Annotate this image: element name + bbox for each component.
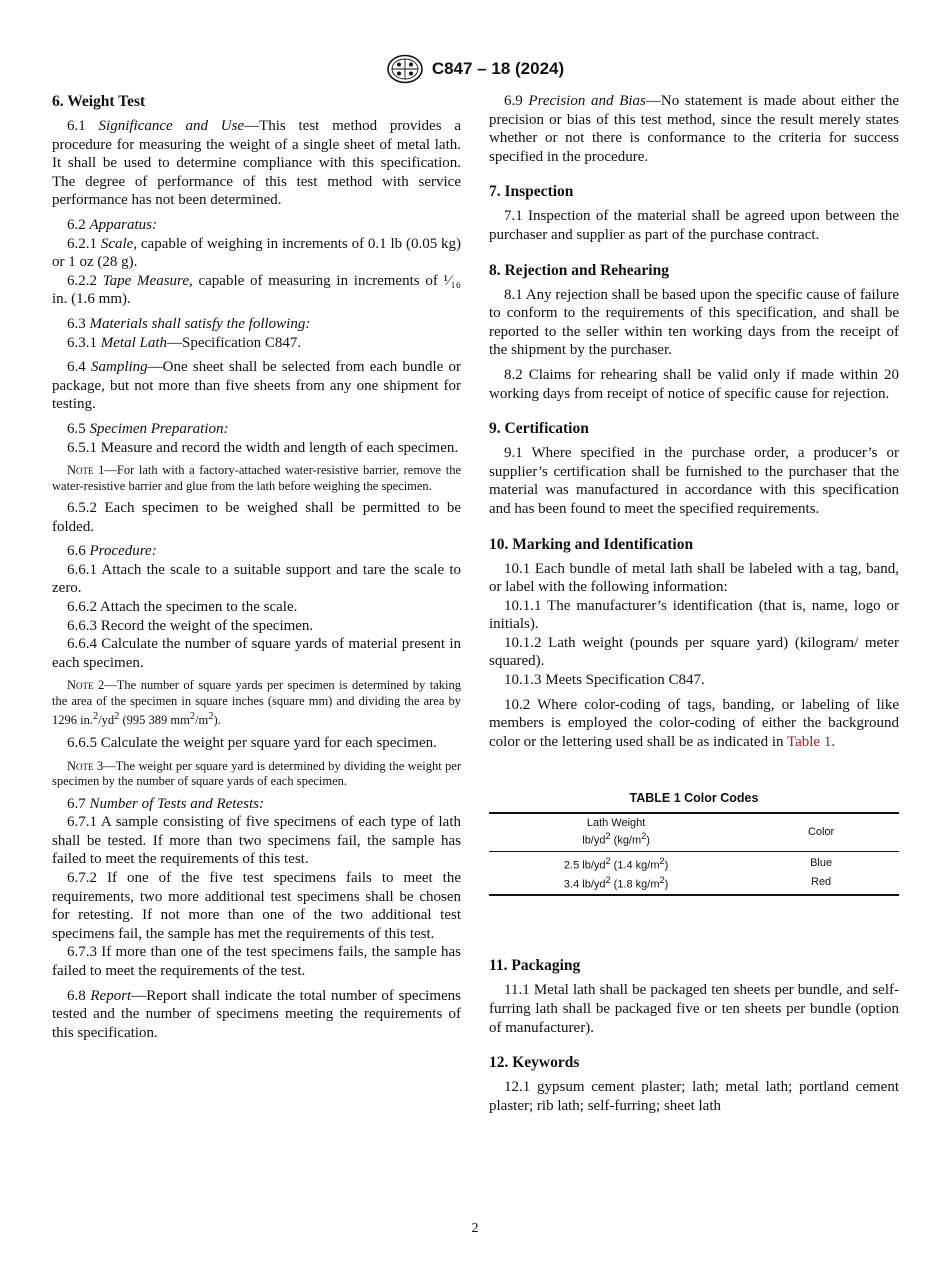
para-6-6-5: 6.6.5 Calculate the weight per square yard for each specimen. [67,735,437,752]
para-10-1: 10.1 Each bundle of metal lath shall be labeled with a tag, band, or label with the following information: [489,560,899,596]
para-9-1: 9.1 Where specified in the purchase order, a producer’s or supplier’s certification shall be furnished to the purchaser that the material was manufactured in accordance with this specification and has been found to meet the specified requirements. [489,445,899,517]
para-6-5: 6.5 Specimen Preparation: [67,420,229,437]
para-6-9: 6.9 Precision and Bias—No statement is made about either the precision or bias of this test method, since the result merely states whether or not there is conformance to the criteria for success specified in the procedure. [489,93,899,165]
astm-logo-icon [386,54,424,84]
para-8-2: 8.2 Claims for rehearing shall be valid only if made within 20 working days from receipt of notice of specific cause for rejection. [489,366,899,402]
para-6-7: 6.7 Number of Tests and Retests: [67,795,264,812]
table-header-row [489,813,899,851]
para-6-8: 6.8 Report—Report shall indicate the total number of specimens tested and the number of specimens meeting the requirements of this specification. [52,987,461,1041]
section-6-heading: 6. Weight Test [52,93,146,110]
section-9-heading: 9. Certification [489,420,589,438]
table-1-link[interactable]: Table 1 [786,733,832,750]
table-row [489,852,899,873]
para-12-1: 12.1 gypsum cement plaster; lath; metal lath; portland cement plaster; rib lath; self-furring; sheet lath [489,1079,899,1114]
left-column [52,92,461,1042]
para-6-6-2: 6.6.2 Attach the specimen to the scale. [67,599,298,616]
para-8-1: 8.1 Any rejection shall be based upon the specific cause of failure to conform to the requirements of this specification, and shall be reported to the seller within ten working days from the receipt of the shipment by the purchaser. [489,286,899,359]
para-10-1-1: 10.1.1 The manufacturer’s identification (that is, name, logo or initials). [489,597,899,633]
para-6-6-1: 6.6.1 Attach the scale to a suitable support and tare the scale to zero. [52,561,461,597]
para-7-1: 7.1 Inspection of the material shall be agreed upon between the purchaser and supplier as part of the purchase contract. [489,208,899,243]
para-6-6: 6.6 Procedure: [67,543,157,560]
color-codes-table [489,791,899,896]
cell-lath-weight: 2.5 $lb/yd^2$ (1.4 $kg/m^2$) [563,856,669,872]
note-3: Note 3—The weight per square yard is determined by dividing the weight per specimen by the number of square yards of each specimen. [52,758,461,789]
para-6-7-1: 6.7.1 A sample consisting of five specimens of each type of lath shall be tested. If more than two specimens fail, the sample has failed to meet the requirements of this test. [52,814,461,868]
cell-color: Red [743,873,899,896]
para-6-1: 6.1 Significance and Use—This test method provides a procedure for measuring the weight of a single sheet of metal lath. It shall be used to determine compliance with this specification. The degree of performance of this test method with service performance has not been determined. [52,118,461,209]
para-6-6-4: 6.6.4 Calculate the number of square yards of material present in each specimen. [52,636,461,671]
column-header-color: Color [743,813,899,851]
right-column [489,92,899,1115]
para-6-2: 6.2 Apparatus: [67,216,157,233]
column-header-lath-weight: Lath Weight $lb/yd^2$ $(kg/m^2)$ [489,813,743,851]
para-10-1-3: 10.1.3 Meets Specification C847. [504,672,705,689]
page-number: 2 [471,1221,479,1236]
page-header [0,54,950,84]
para-6-7-3: 6.7.3 If more than one of the test specimens fails, the sample has failed to meet the requirements of the test. [52,944,461,980]
para-6-4: 6.4 Sampling—One sheet shall be selected from each bundle or package, but not more than five sheets from any one shipment for testing. [52,359,462,413]
standard-designation: C847 – 18 (2024) [431,59,565,78]
section-7-heading: 7. Inspection [489,183,574,201]
section-11-heading: 11. Packaging [489,957,581,975]
para-6-3-1: 6.3.1 Metal Lath—Specification C847. [67,334,302,351]
table-row [489,873,899,896]
cell-lath-weight: 3.4 $lb/yd^2$ (1.8 $kg/m^2$) [489,873,743,896]
section-12-heading: 12. Keywords [489,1054,580,1072]
cell-color: Blue [810,857,833,870]
para-11-1: 11.1 Metal lath shall be packaged ten sheets per bundle, and self-furring lath shall be packaged five or ten sheets per bundle (option of manufacturer). [489,982,899,1036]
para-6-3: 6.3 Materials shall satisfy the following: [67,315,311,332]
table-body [489,812,899,896]
section-8-heading: 8. Rejection and Rehearing [489,261,669,279]
para-6-2-1: 6.2.1 Scale, capable of weighing in increments of 0.1 lb (0.05 kg) or 1 oz (28 g). [52,235,462,271]
para-6-5-2: 6.5.2 Each specimen to be weighed shall be permitted to be folded. [52,500,461,535]
note-2: Note 2—The number of square yards per specimen is determined by taking the area of the specimen in square inches (square mm) and dividing the area by 1296 $in.^2/yd^2$ (995 389 $mm^2/m^2$). [52,678,461,728]
para-6-6-3: 6.6.3 Record the weight of the specimen. [67,617,314,634]
table-title: TABLE 1 Color Codes [629,791,759,806]
note-1: Note 1—For lath with a factory-attached water-resistive barrier, remove the water-resistive barrier and glue from the lath before weighing the specimen. [52,463,461,493]
para-6-7-2: 6.7.2 If one of the five test specimens fails to meet the requirements, two more additional test specimens shall be chosen for retesting. If not more than one of the two additional test specimens fail, the sample has met the requirements of this test. [52,870,461,942]
para-10-2: 10.2 Where color-coding of tags, banding, or labeling of like members is employed the color-coding of either the background color or the lettering used shall be as indicated in Table 1. [489,696,899,750]
para-6-5-1: 6.5.1 Measure and record the width and length of each specimen. [67,439,459,456]
para-10-1-2: 10.1.2 Lath weight (pounds per square yard) (kilogram/ meter squared). [489,634,899,670]
section-10-heading: 10. Marking and Identification [489,535,694,553]
para-6-2-2: 6.2.2 Tape Measure, capable of measuring in increments of ¹⁄₁₆ in. (1.6 mm). [52,272,461,308]
